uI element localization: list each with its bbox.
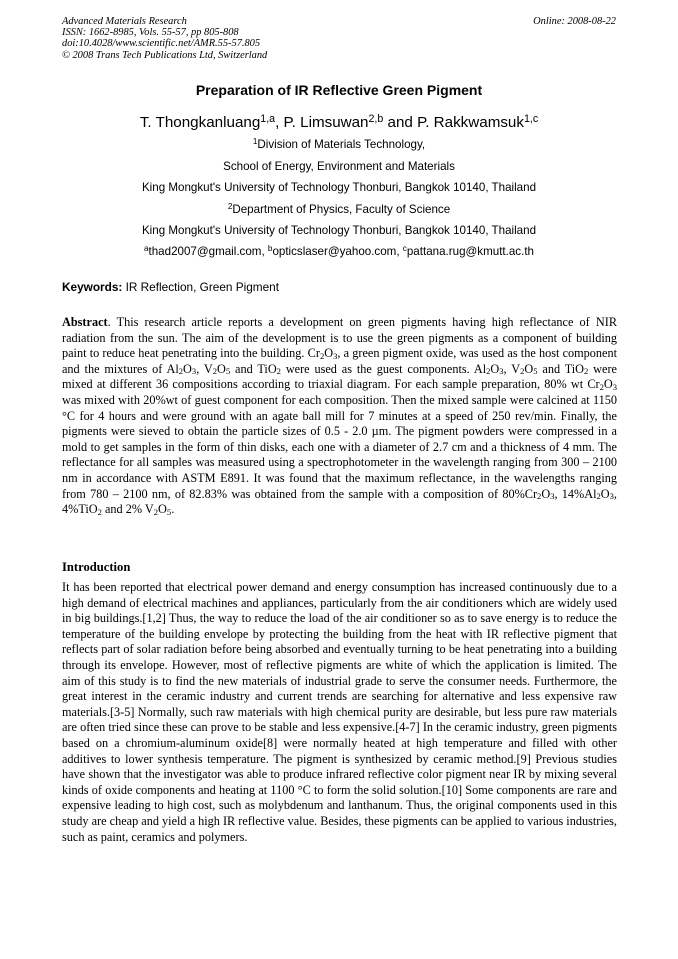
email-mark: a bbox=[143, 244, 149, 254]
online-date: Online: 2008-08-22 bbox=[533, 16, 616, 27]
affiliation-line: King Mongkut's University of Technology Thonburi, Bangkok 10140, Thailand bbox=[141, 224, 537, 237]
issn-line: ISSN: 1662-8985, Vols. 55-57, pp 805-808 bbox=[62, 27, 239, 39]
author-name: T. Thongkanluang bbox=[139, 114, 261, 131]
email-address[interactable]: thad2007@gmail.com bbox=[148, 245, 262, 258]
copyright-line: © 2008 Trans Tech Publications Ltd, Switzerland bbox=[62, 49, 268, 61]
author-and: and bbox=[383, 114, 418, 131]
author-separator: , bbox=[275, 114, 284, 131]
affiliation-text: Division of Materials Technology, bbox=[257, 138, 426, 151]
author-affiliation-mark: 2,b bbox=[368, 113, 384, 126]
email-line: $^a$thad2007@gmail.com, $^b$opticslaser@yahoo.com, $^c$pattana.rug@kmutt.ac.th bbox=[143, 244, 534, 258]
email-address[interactable]: opticslaser@yahoo.com bbox=[272, 245, 397, 258]
author-name: P. Limsuwan bbox=[283, 114, 369, 131]
journal-name: Advanced Materials Research bbox=[62, 16, 187, 27]
author-affiliation-mark: 1,a bbox=[260, 113, 276, 126]
affiliation-line: School of Energy, Environment and Materials bbox=[223, 160, 455, 173]
doi-line: doi:10.4028/www.scientific.net/AMR.55-57.805 bbox=[62, 38, 261, 50]
paper-title: Preparation of IR Reflective Green Pigment bbox=[195, 82, 483, 98]
keywords-text: IR Reflection, Green Pigment bbox=[122, 280, 280, 294]
affiliation-mark: 2 bbox=[227, 202, 233, 212]
author-list bbox=[0, 114, 678, 131]
introduction-heading: Introduction bbox=[62, 560, 131, 574]
affiliation-line bbox=[0, 138, 678, 151]
email-address[interactable]: pattana.rug@kmutt.ac.th bbox=[406, 245, 534, 258]
journal-header bbox=[62, 16, 616, 61]
author-affiliation-mark: 1,c bbox=[523, 113, 539, 126]
affiliation-line: King Mongkut's University of Technology Thonburi, Bangkok 10140, Thailand bbox=[141, 181, 537, 194]
author-name: P. Rakkwamsuk bbox=[417, 114, 524, 131]
introduction-text: It has been reported that electrical power demand and energy consumption has increased continuously due to a high demand of electrical machines and appliances, particularly from the air conditioners which are widely used in big buildings.[1,2] Thus, the way to reduce the load of the air conditioner so as to save energy is to reduce the temperature of the building envelope by protecting the building from the heat with IR reflective pigment that reflects part of solar radiation before being absorbed and eventually turning to be heat penetrating into a building through its envelope. However, most of reflective pigments are white of which the application is limited. The aim of this study is to find the new materials of industrial grade to serve the consumer needs. Furthermore, the great interest in the ceramic industry and current trends are searching for alternative and less expensive raw materials.[3-5] Normally, such raw materials with high chemical purity are desirable, but less pure raw materials are often tried since these can prove to be stable and less expensive.[4-7] In the ceramic industry, green pigments based on a chromium-aluminum oxide[8] were normally heated at high temperature and filled with other additives to lower synthesis temperature. The pigment is synthesized by ceramic method.[9] Previous studies have shown that the investigator was able to produce infrared reflective color pigment near IR by mixing several kinds of oxide components and heating at 1100 °C to form the solid solution.[10] Some components are rare and expensive leading to high cost, such as molybdenum and lanthanum. Thus, the original components used in this study are cheap and yield a high IR reflective value. Besides, these pigments can be applied to various industries, such as paint, ceramics and polymers. bbox=[62, 580, 617, 844]
keywords-label: Keywords: bbox=[62, 280, 123, 294]
affiliation-line bbox=[0, 203, 678, 216]
keywords bbox=[62, 280, 622, 294]
abstract-label: Abstract bbox=[62, 315, 108, 329]
abstract bbox=[62, 315, 617, 518]
abstract-text: . This research article reports a development on green pigments having high reflectance of NIR radiation from the sun. The aim of the development is to use the green pigments as a component of building paint to reduce heat penetrating into the building. $Cr_2O_3$, a green pigment oxide, was used as the host component and the mixtures of $Al_2O_3$, $V_2O_5$ and TiO$_2$ were used as the guest components. $Al_2O_3$, $V_2O_5$ and TiO$_2$ were mixed at different 36 compositions according to triaxial diagram. For each sample preparation, 80% wt $Cr_2O_3$ was mixed with 20%wt of guest component for each composition. Then the mixed sample were calcined at 1150 °C for 4 hours and were ground with an agate ball mill for 7 minutes at a speed of 250 rev/min. Finally, the pigments were sieved to obtain the particle sizes of 0.5 - 2.0 µm. The pigment powders were compressed in a mold to get samples in the form of thin disks, each one with a diameter of 2.7 cm and a thickness of 4 mm. The reflectance for all samples was measured using a spectrophotometer in the wavelength ranging from 300 – 2100 nm in accordance with ASTM E891. It was found that the maximum reflectance, in the wavelengths ranging from 780 – 2100 nm, of 82.83% was obtained from the sample with a composition of $80\%Cr_2O_3$, $14\%Al_2O_3$, 4%TiO$_2$ and 2% $V_2O_5$. bbox=[62, 315, 618, 517]
affiliation-text: Department of Physics, Faculty of Science bbox=[232, 203, 451, 216]
email-mark: b bbox=[267, 244, 273, 254]
email-mark: c bbox=[402, 244, 407, 254]
affiliation-mark: 1 bbox=[252, 137, 258, 147]
